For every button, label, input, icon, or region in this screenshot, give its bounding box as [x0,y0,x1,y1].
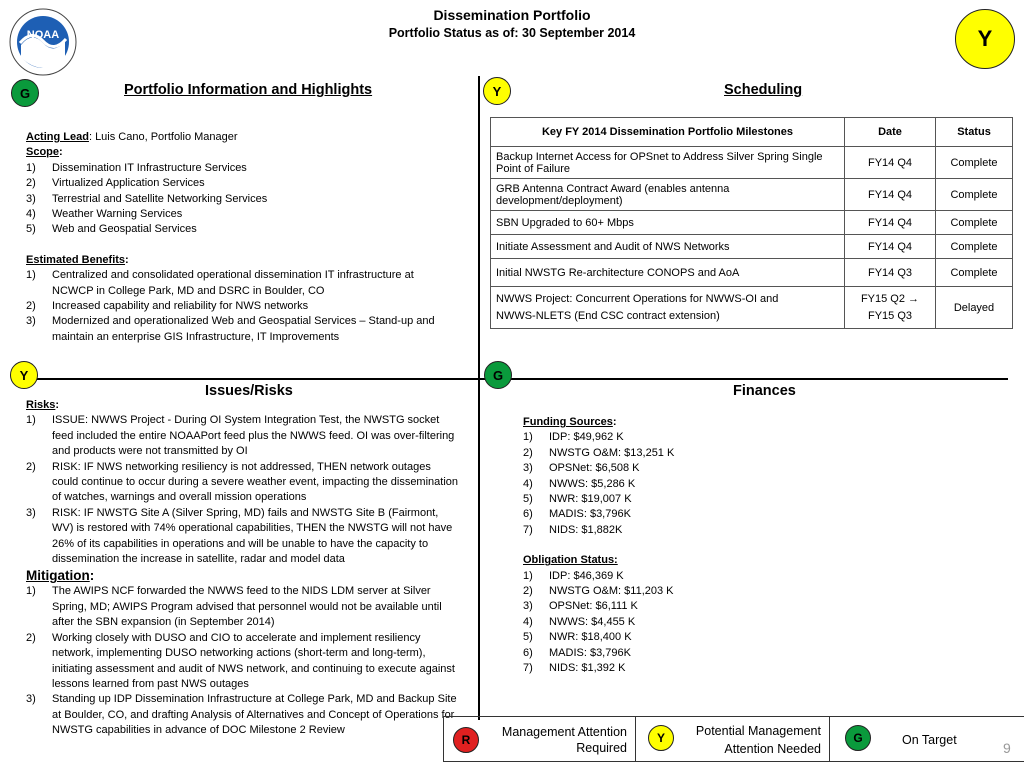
table-row: NWWS Project: Concurrent Operations for NWWS-OI and NWWS-NLETS (End CSC contract extension) FY15 Q2 → FY15 Q3 Delayed [491,287,1013,329]
status-legend [443,716,1024,762]
date-column-header: Date [845,118,936,147]
funding-list [523,430,823,538]
legend-green-line1: On Target [902,733,957,747]
list-item: 3) RISK: IF NWSTG Site A (Silver Spring, MD) fails and NWSTG Site B (Fairmont, WV) is restored with 74% operational capabilities, THEN the NWSTG will not have 26% of its capabilities in operations and will be unable to have the capacity to dissemination the increase in satellite, radar and model data [26,506,453,566]
info-section-title: Portfolio Information and Highlights [124,82,373,98]
risks-label: Risks [26,399,56,411]
legend-yellow-line1: Potential Management [695,724,821,738]
finances-section-title: Finances [733,383,796,399]
list-item: 3) OPSNet: $6,111 K [523,600,638,613]
horizontal-divider [22,378,1008,380]
table-row: SBN Upgraded to 60+ Mbps FY14 Q4 Complete [491,211,1013,235]
funding-heading: Funding Sources: [523,416,617,428]
finances-content [523,415,823,677]
list-item: 2) RISK: IF NWS networking resiliency is not addressed, THEN network outages could continue to occur during a severe weather event, impacting the dissemination of watches, warnings and overall mission operations [26,460,459,504]
list-item: 1) ISSUE: NWWS Project - During OI System Integration Test, the NWSTG socket feed included the entire NOAAPort feed plus the NWWS feed. OI was over-filtering and products were not transmitted by OI [26,414,455,458]
scope-list [26,161,456,238]
finances-status-badge: G [484,361,512,389]
scheduling-status-badge: Y [483,77,511,105]
list-item: 2) Virtualized Application Services [26,177,205,190]
list-item: 5) NWR: $18,400 K [523,631,632,644]
list-item: 2) Increased capability and reliability for NWS networks [26,300,309,313]
acting-lead-value: : Luis Cano, Portfolio Manager [88,131,238,143]
legend-red [444,717,636,761]
acting-lead [26,130,456,145]
list-item: 4) NWWS: $4,455 K [523,615,636,628]
benefits-list [26,268,456,345]
funding-label: Funding Sources [523,416,613,428]
overall-status-badge: Y [955,9,1015,69]
info-status-badge: G [11,79,39,107]
legend-red-line1: Management Attention [501,725,627,739]
list-item: 3) OPSNet: $6,508 K [523,462,640,475]
list-item: 1) Dissemination IT Infrastructure Services [26,161,247,174]
legend-yellow-badge: Y [648,725,674,751]
scope-heading: Scope: [26,146,63,159]
page-number: 9 [1003,740,1011,756]
acting-lead-label: Acting Lead [26,131,89,143]
legend-green [830,717,1024,761]
list-item: 3) Terrestrial and Satellite Networking Services [26,192,268,205]
arrow-right-icon: → [908,292,920,305]
benefits-heading: Estimated Benefits: [26,253,129,266]
scope-label: Scope [26,146,60,159]
scheduling-section-title: Scheduling [724,82,803,98]
obligation-list [523,569,823,677]
issues-content [26,398,458,739]
issues-status-badge: Y [10,361,38,389]
list-item: 5) NWR: $19,007 K [523,493,632,506]
list-item: 1) Centralized and consolidated operational dissemination IT infrastructure at NCWCP in College Park, MD and DSRC in Boulder, CO [26,269,414,297]
milestones-table [490,117,1013,329]
list-item: 5) Web and Geospatial Services [26,223,197,236]
milestone-column-header: Key FY 2014 Dissemination Portfolio Milestones [491,118,845,147]
table-header-row [491,118,1013,147]
list-item: 1) IDP: $46,369 K [523,569,624,582]
table-row: Initiate Assessment and Audit of NWS Networks FY14 Q4 Complete [491,235,1013,259]
list-item: 3) Modernized and operationalized Web and Geospatial Services – Stand-up and maintain an enterprise GIS Infrastructure, IT Improvements [26,315,435,343]
legend-yellow-line2: Attention Needed [724,742,821,756]
list-item: 2) NWSTG O&M: $13,251 K [523,446,675,459]
list-item: 2) Working closely with DUSO and CIO to accelerate and implement resiliency network, implementing DUSO networking actions (short-term and long-term), initiating assessment and audit of NWS network, and continuing to execute against lessons learned from past NWS outages [26,631,455,690]
vertical-divider [478,76,480,720]
table-row: GRB Antenna Contract Award (enables antenna development/deployment) FY14 Q4 Complete [491,179,1013,211]
legend-green-badge: G [845,725,871,751]
issues-section-title: Issues/Risks [205,383,293,399]
list-item: 7) NIDS: $1,882K [523,523,623,536]
risks-heading: Risks: [26,399,60,411]
noaa-logo-text: NOAA [26,29,60,41]
list-item: 4) NWWS: $5,286 K [523,477,636,490]
status-column-header: Status [936,118,1013,147]
page-title: Dissemination Portfolio [433,7,591,23]
benefits-label: Estimated Benefits [26,253,126,266]
mitigation-heading: Mitigation: [26,568,95,584]
legend-yellow [636,717,830,761]
list-item: 1) IDP: $49,962 K [523,431,624,444]
legend-red-badge: R [453,727,479,753]
list-item: 3) Standing up IDP Dissemination Infrastructure at College Park, MD and Backup Site at Boulder, CO, and drafting Analysis of Alternatives and Concept of Operations for NWSTG capabilities in advance of DOC Milestone 2 Review [26,693,457,737]
list-item: 6) MADIS: $3,796K [523,646,631,659]
info-content [26,130,456,345]
obligation-label: Obligation Status: [523,554,618,567]
list-item: 4) Weather Warning Services [26,208,183,221]
list-item: 7) NIDS: $1,392 K [523,662,626,675]
legend-red-line2: Required [576,741,627,755]
noaa-logo [8,7,78,77]
table-row: Initial NWSTG Re-architecture CONOPS and AoA FY14 Q3 Complete [491,259,1013,287]
list-item: 1) The AWIPS NCF forwarded the NWWS feed to the NIDS LDM server at Silver Spring, MD; AWIPS Program advised that personnel would not be available until after the SBN expansion (in September 2014) [26,585,442,629]
table-row: Backup Internet Access for OPSnet to Address Silver Spring Single Point of Failure FY14 Q4 Complete [491,147,1013,179]
obligation-heading [523,553,823,568]
mitigation-list [26,584,458,738]
risks-list [26,413,458,567]
page-subtitle: Portfolio Status as of: 30 September 2014 [388,26,636,40]
list-item: 2) NWSTG O&M: $11,203 K [523,585,674,598]
list-item: 6) MADIS: $3,796K [523,508,631,521]
mitigation-label: Mitigation [26,568,90,584]
